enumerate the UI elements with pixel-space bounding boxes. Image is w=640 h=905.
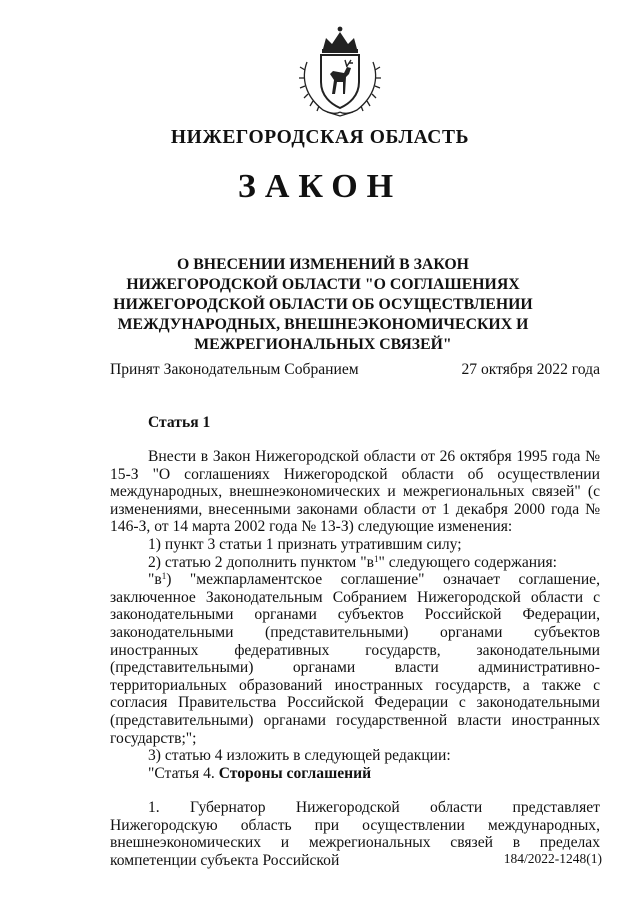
superscript: 1: [161, 571, 167, 582]
article-body: [110, 448, 600, 870]
definition-paragraph: [110, 571, 600, 747]
quoted-article-title: [110, 765, 600, 783]
quoted-paragraph: 1. Губернатор Нижегородской области представляет Нижегородскую область при осуществлении международных, внешнеэкономических и межрегиональных связей в пределах компетенции субъекта Российской: [110, 799, 600, 870]
document-code: 184/2022-1248(1): [503, 851, 602, 866]
region-name: НИЖЕГОРОДСКАЯ ОБЛАСТЬ: [170, 127, 470, 148]
document-type: ЗАКОН: [237, 168, 403, 205]
item-text: 2) статью 2 дополнить пунктом "в: [148, 553, 374, 571]
definition-text: ) "межпарламентское соглашение" означает соглашение, заключенное Законодательным Собранием Нижегородской области с законодательными органами субъектов Российской Федерации, законодательными (представительными) органами субъектов иностранных федеративных государств, законодательными (представительными) органами власти административно-территориальных образований иностранных государств, а также с согласия Правительства Российской Федерации с законодательными (представительными) органами государственной власти иностранных государств;";: [110, 571, 600, 747]
list-item: 1) пункт 3 статьи 1 признать утратившим силу;: [148, 535, 462, 553]
definition-label: "в: [148, 571, 162, 589]
adopted-by: Принят Законодательным Собранием: [110, 361, 359, 378]
quoted-article-name: Стороны соглашений: [218, 764, 372, 782]
article-title: Статья 1: [148, 414, 211, 431]
superscript: 1: [373, 553, 379, 564]
list-item: [110, 554, 600, 572]
article-intro: Внести в Закон Нижегородской области от 26 октября 1995 года № 15-З "О соглашениях Нижегородской области об осуществлении международных, внешнеэкономических и межрегиональных связей" (с изменениями, внесенными законами области от 1 декабря 2000 года № 146-З, от 14 марта 2002 года № 13-З) следующие изменения:: [110, 448, 600, 536]
adoption-date: 27 октября 2022 года: [461, 361, 600, 378]
law-title: О ВНЕСЕНИИ ИЗМЕНЕНИЙ В ЗАКОН НИЖЕГОРОДСКОЙ ОБЛАСТИ "О СОГЛАШЕНИЯХ НИЖЕГОРОДСКОЙ ОБЛАСТИ ОБ ОСУЩЕСТВЛЕНИИ МЕЖДУНАРОДНЫХ, ВНЕШНЕЭКОНОМИЧЕСКИХ И МЕЖРЕГИОНАЛЬНЫХ СВЯЗЕЙ": [113, 256, 533, 353]
list-item: 3) статью 4 изложить в следующей редакции:: [148, 747, 451, 765]
coat-of-arms-emblem: [297, 22, 383, 118]
quoted-article-number: "Статья 4.: [148, 764, 219, 782]
adoption-line: [110, 361, 600, 381]
item-text: " следующего содержания:: [378, 553, 557, 571]
